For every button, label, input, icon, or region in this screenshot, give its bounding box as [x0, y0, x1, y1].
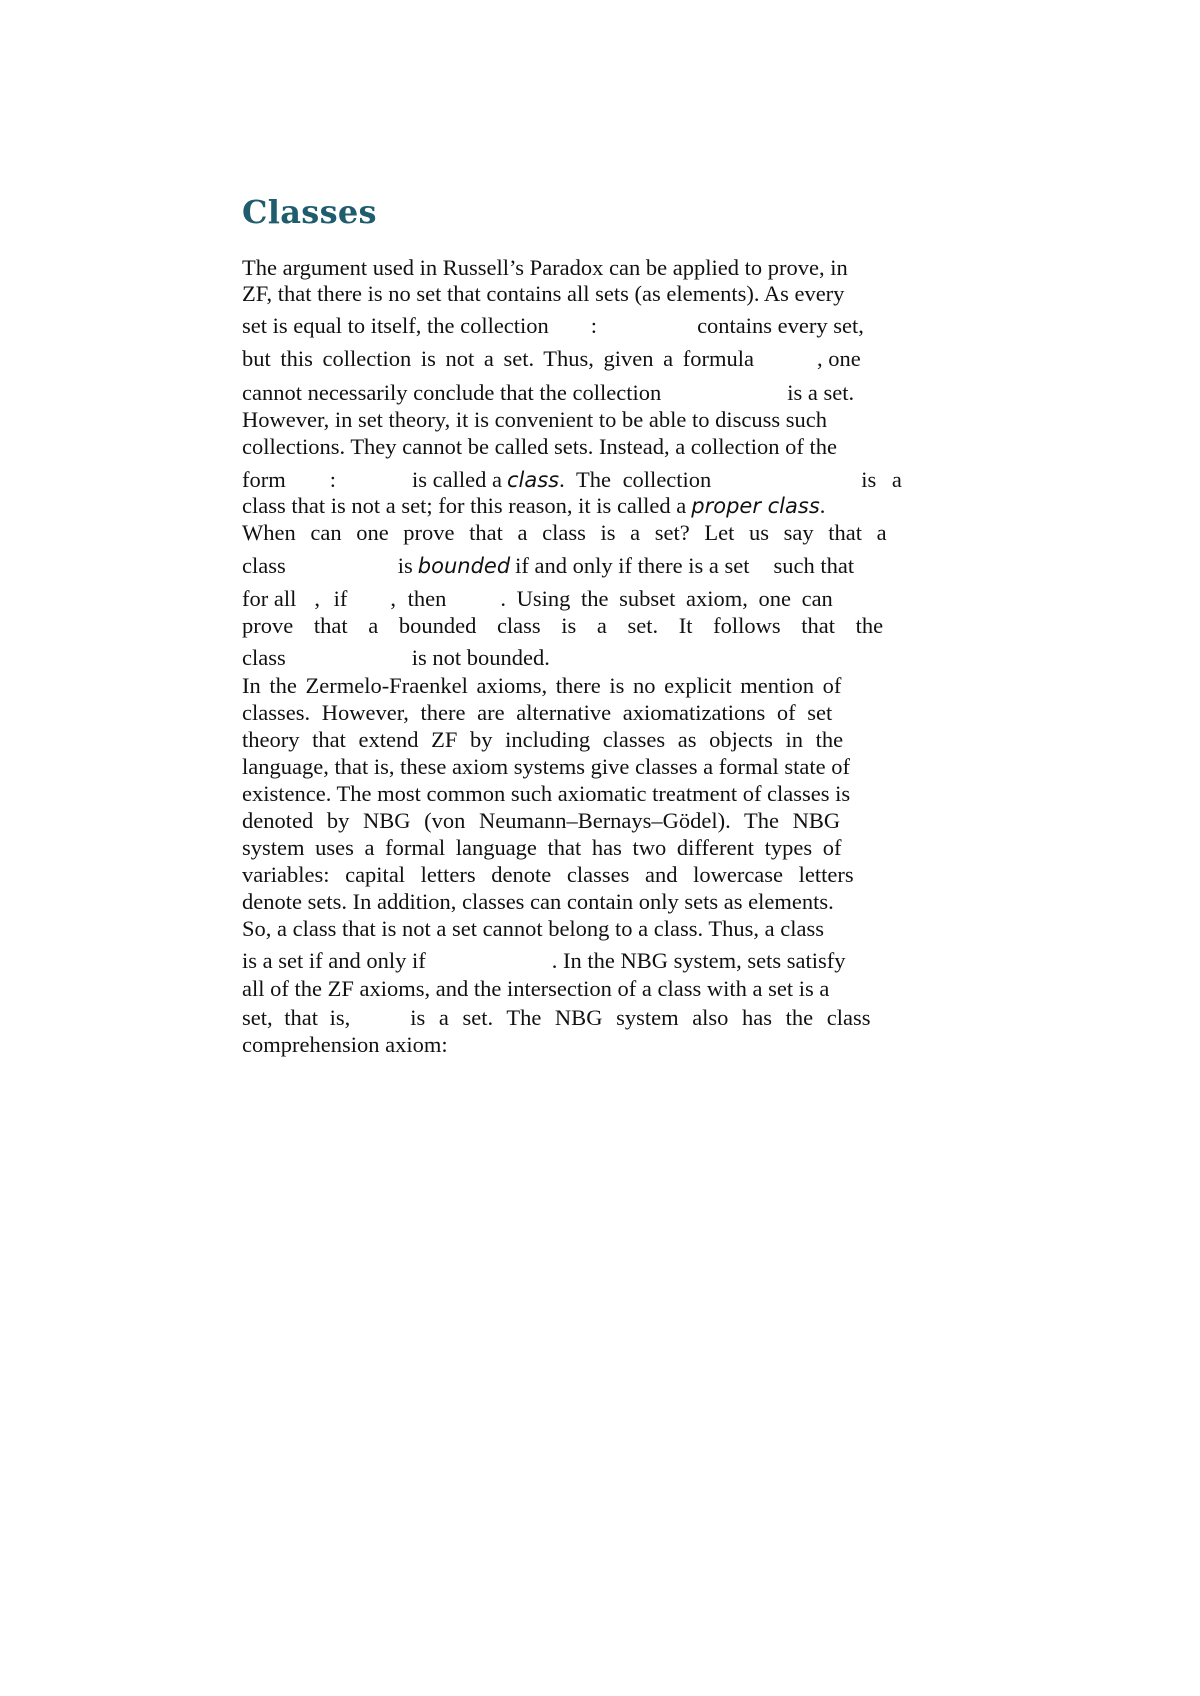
text-run: The argument used in Russell’s Paradox can be applied to prove, in — [242, 255, 848, 280]
text-run: but this collection is not a set. Thus, given a formula — [242, 346, 755, 371]
text-run: existence. The most common such axiomatic treatment of classes is — [242, 781, 851, 806]
text-run: : — [590, 313, 598, 338]
paragraph-2-line-3 — [242, 585, 964, 613]
text-run: class — [242, 553, 286, 578]
text-run: However, in set theory, it is convenient to be able to discuss such — [242, 407, 828, 432]
text-run: , if — [314, 586, 348, 611]
paragraph-3-line-11 — [242, 947, 964, 975]
text-run: classes. However, there are alternative axiomatizations of set — [242, 700, 833, 725]
paragraph-1-line-1 — [242, 254, 964, 282]
text-run: for all — [242, 586, 297, 611]
text-run: if and only if there is a set — [515, 553, 750, 578]
text-run: comprehension axiom: — [242, 1032, 448, 1057]
paragraph-1-line-8 — [242, 466, 964, 494]
text-run: form — [242, 467, 286, 492]
paragraph-3-line-2 — [242, 699, 964, 727]
section-heading: Classes — [242, 193, 377, 231]
text-run: system uses a formal language that has two different types of — [242, 835, 842, 860]
text-run: all of the ZF axioms, and the intersection of a class with a set is a — [242, 976, 830, 1001]
paragraph-2-line-1 — [242, 519, 964, 547]
paragraph-2-line-4 — [242, 612, 964, 640]
text-run: denote sets. In addition, classes can contain only sets as elements. — [242, 889, 834, 914]
text-run: . Using the subset axiom, one can — [500, 586, 833, 611]
text-run: is not bounded. — [411, 645, 550, 670]
text-run: . In the NBG system, sets satisfy — [551, 948, 846, 973]
paragraph-3-line-10 — [242, 915, 964, 943]
text-run: set is equal to itself, the collection — [242, 313, 549, 338]
text-run: When can one prove that a class is a set? Let us say that a — [242, 520, 887, 545]
term-class: class — [506, 468, 560, 492]
text-run: is — [397, 553, 413, 578]
paragraph-1-line-3 — [242, 312, 964, 340]
paragraph-1-line-9 — [242, 492, 964, 520]
text-run: . — [819, 493, 826, 518]
paragraph-3-line-4 — [242, 753, 964, 781]
paragraph-3-line-13 — [242, 1004, 964, 1032]
text-run: class — [242, 645, 286, 670]
text-run: set, that is, — [242, 1005, 351, 1030]
text-run: In the Zermelo-Fraenkel axioms, there is no explicit mention of — [242, 673, 842, 698]
text-run: is a set. The NBG system also has the class — [410, 1005, 871, 1030]
paragraph-1-line-4 — [242, 345, 964, 373]
paragraph-1-line-2 — [242, 280, 964, 308]
paragraph-1-line-7 — [242, 433, 964, 461]
text-run: is a — [861, 467, 902, 492]
term-bounded: bounded — [417, 554, 511, 578]
text-run: is called a — [412, 467, 502, 492]
text-run: So, a class that is not a set cannot belong to a class. Thus, a class — [242, 916, 824, 941]
text-run: . The collection — [559, 467, 712, 492]
paragraph-1-line-5 — [242, 379, 964, 407]
text-run: such that — [773, 553, 855, 578]
text-run: variables: capital letters denote classes and lowercase letters — [242, 862, 854, 887]
paragraph-1-line-6 — [242, 406, 964, 434]
paragraph-3-line-12 — [242, 975, 964, 1003]
text-run: prove that a bounded class is a set. It follows that the — [242, 613, 884, 638]
paragraph-3-line-9 — [242, 888, 964, 916]
text-run: collections. They cannot be called sets. Instead, a collection of the — [242, 434, 837, 459]
text-run: theory that extend ZF by including classes as objects in the — [242, 727, 844, 752]
paragraph-3-line-1 — [242, 672, 964, 700]
paragraph-3-line-14 — [242, 1031, 964, 1059]
text-run: , one — [817, 346, 861, 371]
text-run: class that is not a set; for this reason, it is called a — [242, 493, 687, 518]
paragraph-2-line-2 — [242, 552, 964, 580]
paragraph-2-line-5 — [242, 644, 964, 672]
paragraph-3-line-7 — [242, 834, 964, 862]
text-run: language, that is, these axiom systems give classes a formal state of — [242, 754, 850, 779]
paragraph-3-line-5 — [242, 780, 964, 808]
text-run: is a set if and only if — [242, 948, 426, 973]
term-proper-class: proper class — [691, 494, 820, 518]
text-run: is a set. — [787, 380, 855, 405]
text-run: , then — [390, 586, 447, 611]
paragraph-3-line-3 — [242, 726, 964, 754]
text-run: : — [329, 467, 337, 492]
text-run: denoted by NBG (von Neumann–Bernays–Gödel). The NBG — [242, 808, 841, 833]
text-run: contains every set, — [697, 313, 864, 338]
paragraph-3-line-8 — [242, 861, 964, 889]
text-run: ZF, that there is no set that contains all sets (as elements). As every — [242, 281, 845, 306]
text-run: cannot necessarily conclude that the collection — [242, 380, 662, 405]
paragraph-3-line-6 — [242, 807, 964, 835]
